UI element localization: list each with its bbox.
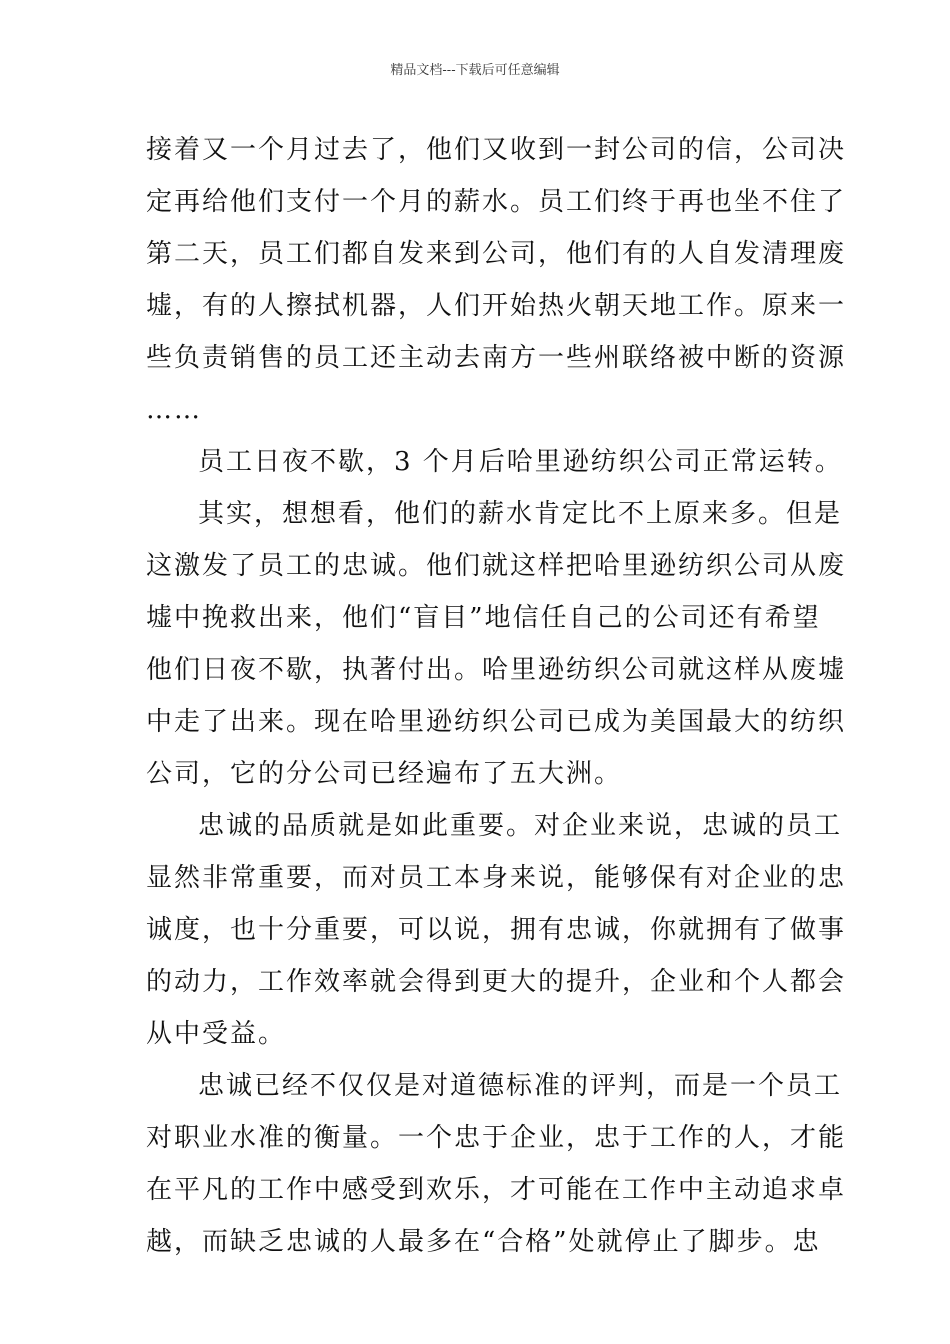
text-line: 中走了出来。现在哈里逊纺织公司已成为美国最大的纺织 (146, 707, 847, 737)
text-line: 第二天，员工们都自发来到公司，他们有的人自发清理废 (146, 239, 847, 269)
paragraph-5 (146, 1060, 847, 1268)
text-line: 定再给他们支付一个月的薪水。员工们终于再也坐不住了 (146, 187, 847, 217)
text-line: 显然非常重要，而对员工本身来说，能够保有对企业的忠 (146, 863, 847, 893)
text-line: 在平凡的工作中感受到欢乐，才可能在工作中主动追求卓 (146, 1175, 847, 1205)
paragraph-4 (146, 800, 847, 1060)
text-line: 其实，想想看，他们的薪水肯定比不上原来多。但是 (198, 499, 843, 529)
text-line: 公司，它的分公司已经遍布了五大洲。 (146, 759, 623, 789)
paragraph-1 (146, 124, 847, 436)
paragraph-2 (146, 436, 843, 488)
text-line: 墟中挽救出来，他们“盲目”地信任自己的公司还有希望 (146, 603, 821, 633)
text-line: 的动力，工作效率就会得到更大的提升，企业和个人都会 (146, 967, 847, 997)
text-line: 他们日夜不歇，执著付出。哈里逊纺织公司就这样从废墟 (146, 655, 847, 685)
text-line: 从中受益。 (146, 1019, 287, 1049)
text-line: 墟，有的人擦拭机器，人们开始热火朝天地工作。原来一 (146, 291, 847, 321)
text-line: …… (146, 395, 202, 425)
document-body (146, 124, 847, 1268)
page-header: 精品文档---下载后可任意编辑 (390, 63, 560, 78)
text-line: 对职业水准的衡量。一个忠于企业，忠于工作的人，才能 (146, 1123, 847, 1153)
text-line: 忠诚的品质就是如此重要。对企业来说，忠诚的员工 (198, 811, 843, 841)
text-line: 员工日夜不歇，3 个月后哈里逊纺织公司正常运转。 (198, 447, 843, 477)
text-line: 接着又一个月过去了，他们又收到一封公司的信，公司决 (146, 135, 847, 165)
text-line: 忠诚已经不仅仅是对道德标准的评判，而是一个员工 (198, 1071, 843, 1101)
text-line: 些负责销售的员工还主动去南方一些州联络被中断的资源 (146, 343, 847, 373)
text-line: 越，而缺乏忠诚的人最多在“合格”处就停止了脚步。忠 (146, 1227, 821, 1257)
text-line: 这激发了员工的忠诚。他们就这样把哈里逊纺织公司从废 (146, 551, 847, 581)
text-line: 诚度，也十分重要，可以说，拥有忠诚，你就拥有了做事 (146, 915, 847, 945)
paragraph-3 (146, 488, 847, 800)
